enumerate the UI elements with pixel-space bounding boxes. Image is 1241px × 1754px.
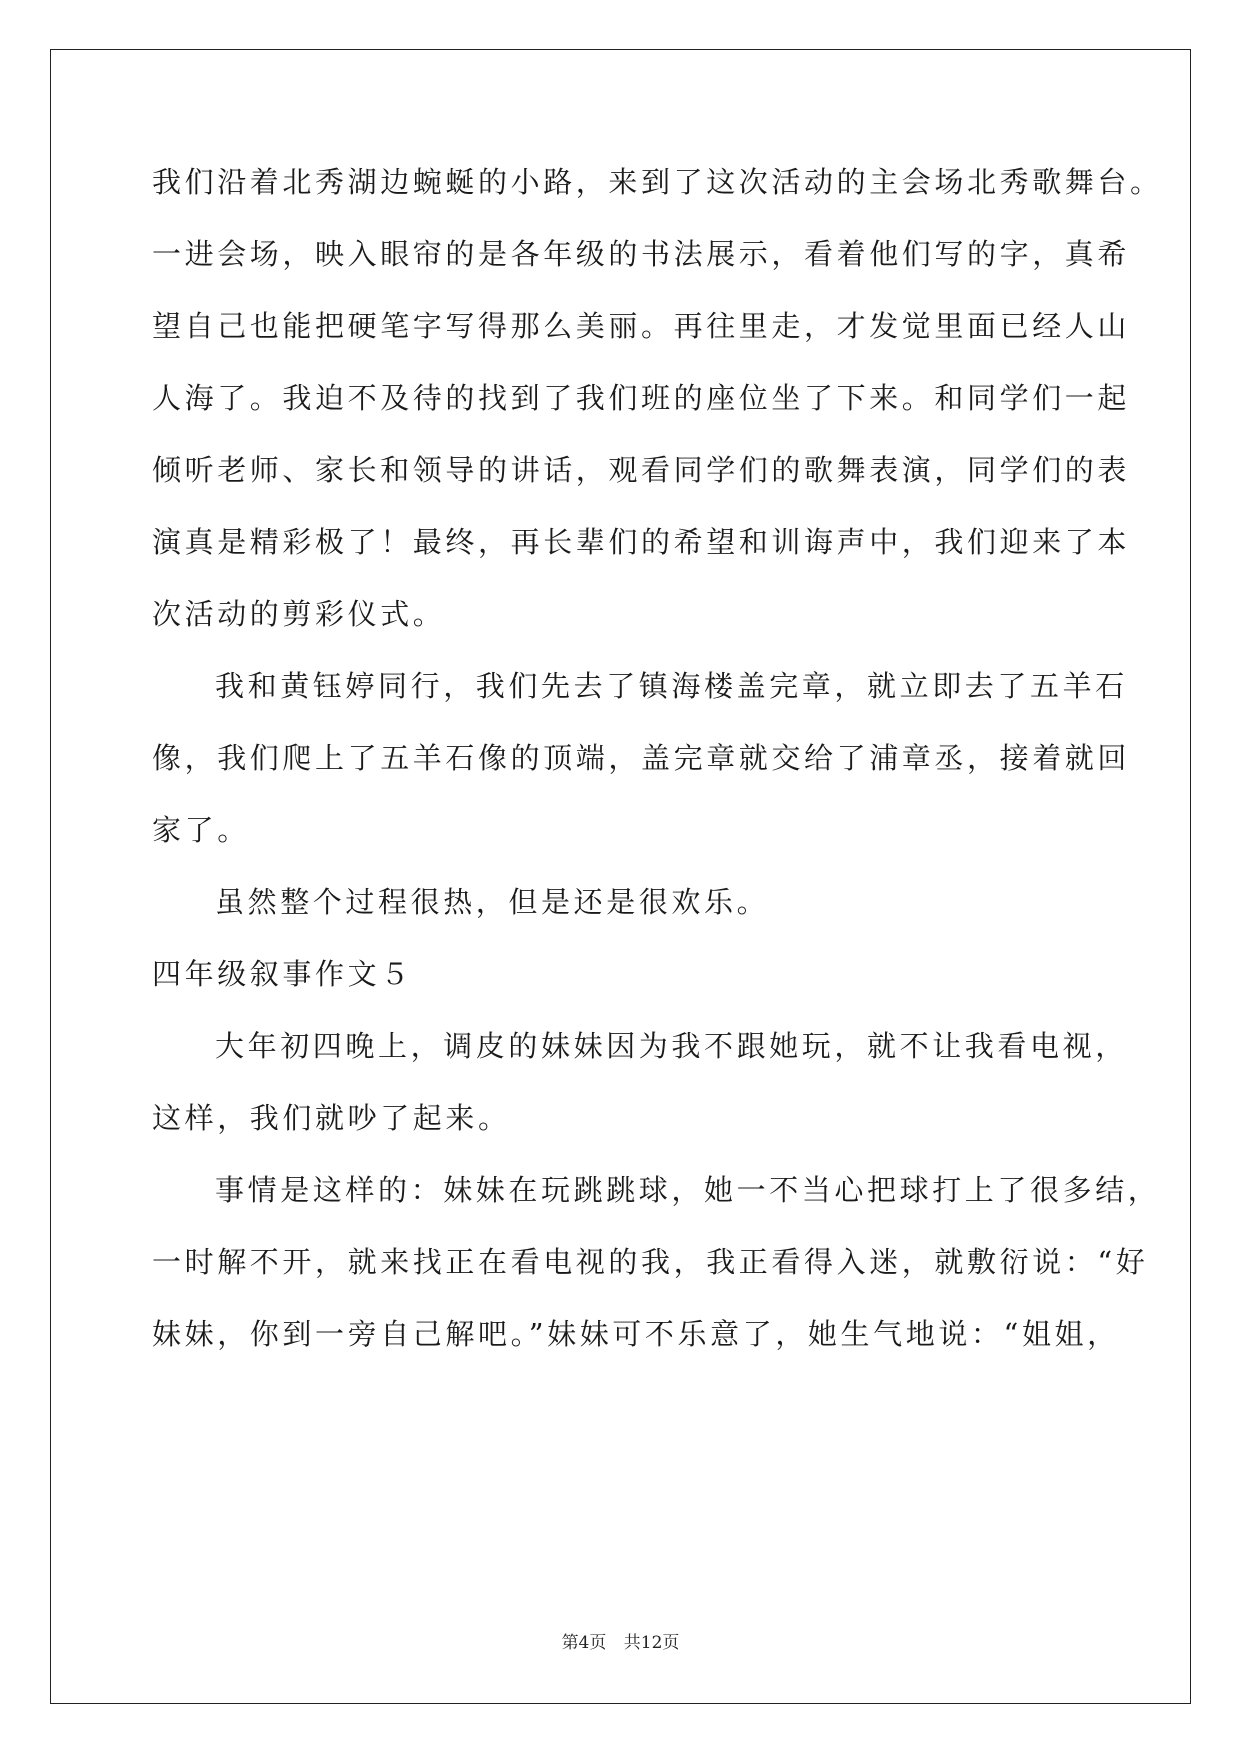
text-line: 这样，我们就吵了起来。 [152, 1101, 511, 1135]
text-line: 家了。 [152, 813, 250, 847]
page-border [50, 49, 1191, 1704]
paragraph-start-line: 我和黄钰婷同行，我们先去了镇海楼盖完章，就立即去了五羊石 [215, 669, 1128, 703]
paragraph-start-line: 虽然整个过程很热，但是还是很欢乐。 [215, 885, 770, 919]
text-line: 像，我们爬上了五羊石像的顶端，盖完章就交给了浦章丞，接着就回 [152, 741, 1131, 775]
text-line: 一时解不开，就来找正在看电视的我，我正看得入迷，就敷衍说：“好 [152, 1245, 1149, 1279]
section-heading: 四年级叙事作文５ [152, 957, 413, 991]
text-line: 倾听老师、家长和领导的讲话，观看同学们的歌舞表演，同学们的表 [152, 453, 1131, 487]
paragraph-start-line: 大年初四晚上，调皮的妹妹因为我不跟她玩，就不让我看电视， [215, 1029, 1128, 1063]
text-line: 望自己也能把硬笔字写得那么美丽。再往里走，才发觉里面已经人山 [152, 309, 1131, 343]
page-total: 共12页 [623, 1633, 680, 1653]
text-line: 我们沿着北秀湖边蜿蜒的小路，来到了这次活动的主会场北秀歌舞台。 [152, 165, 1163, 199]
page-number: 第4页 [561, 1633, 607, 1653]
text-line: 妹妹，你到一旁自己解吧。”妹妹可不乐意了，她生气地说：“姐姐， [152, 1317, 1120, 1351]
paragraph-start-line: 事情是这样的：妹妹在玩跳跳球，她一不当心把球打上了很多结， [215, 1173, 1161, 1207]
text-line: 人海了。我迫不及待的找到了我们班的座位坐了下来。和同学们一起 [152, 381, 1131, 415]
text-line: 次活动的剪彩仪式。 [152, 597, 446, 631]
text-line: 一进会场，映入眼帘的是各年级的书法展示，看着他们写的字，真希 [152, 237, 1131, 271]
text-line: 演真是精彩极了！最终，再长辈们的希望和训诲声中，我们迎来了本 [152, 525, 1131, 559]
page-footer [0, 1628, 1241, 1653]
